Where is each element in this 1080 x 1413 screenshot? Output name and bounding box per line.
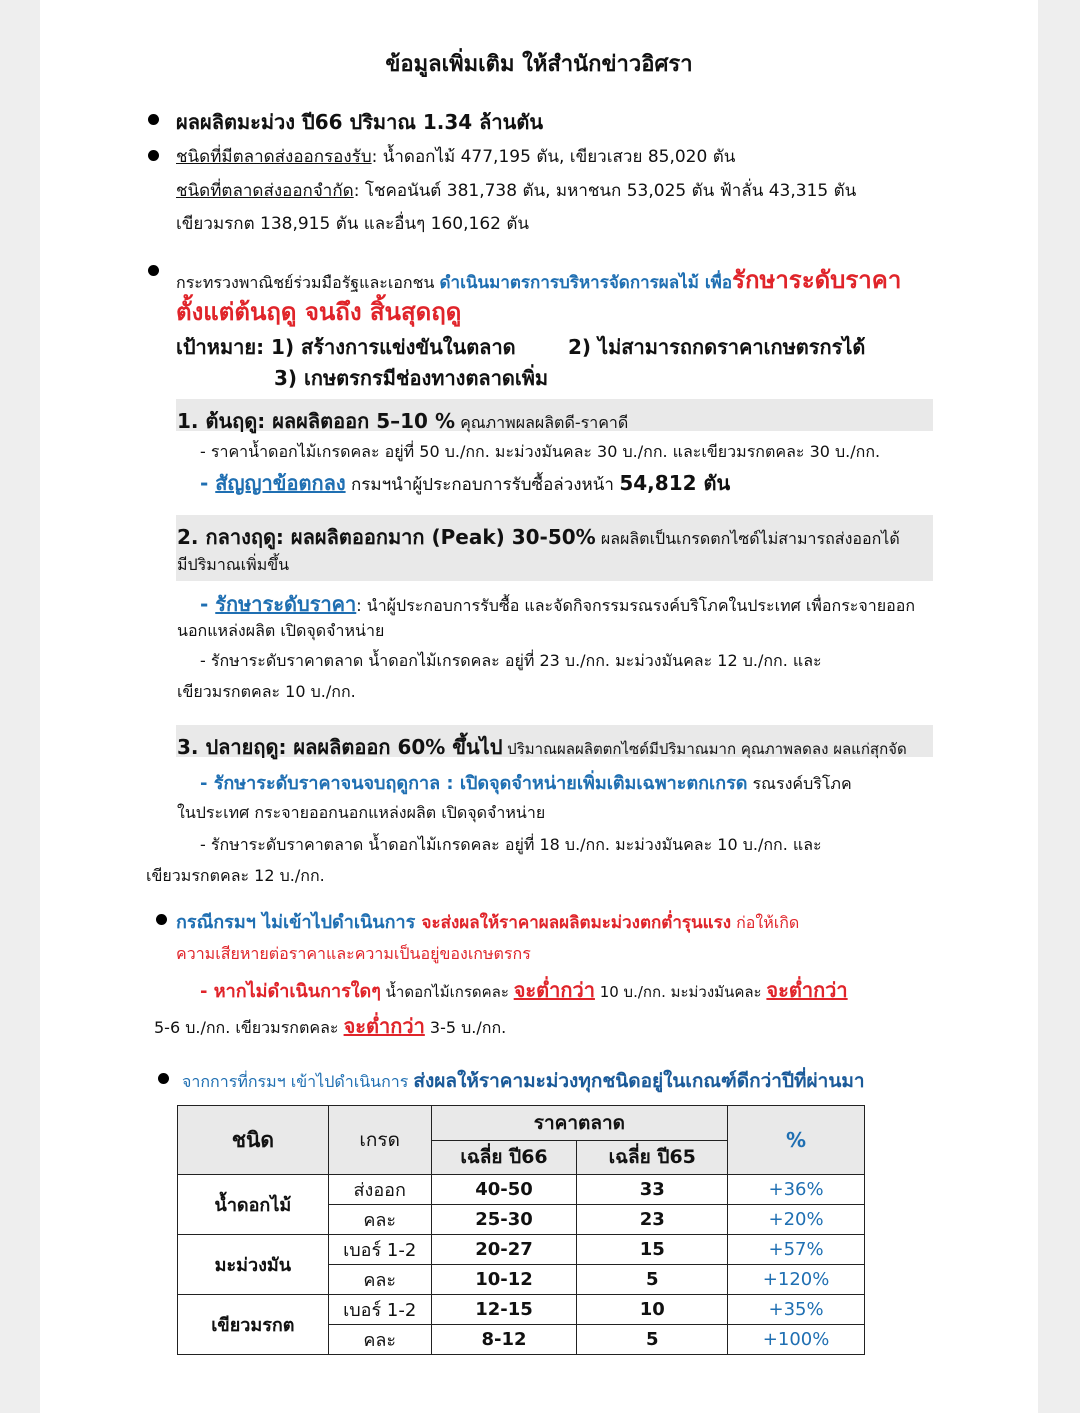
header-pct: % <box>728 1106 865 1175</box>
season3-market-2: เขียวมรกตคละ 12 บ./กก. <box>146 866 325 885</box>
export-label: ชนิดที่มีตลาดส่งออกรองรับ <box>176 147 372 167</box>
season2-keep <box>200 588 915 620</box>
bullet-icon <box>148 114 159 125</box>
bullet-icon <box>148 265 159 276</box>
avg66-cell: 8-12 <box>431 1325 577 1355</box>
pct-cell: +35% <box>728 1295 865 1325</box>
type-cell: มะม่วงมัน <box>178 1235 329 1295</box>
avg65-cell: 10 <box>577 1295 728 1325</box>
result-bold: ส่งผลให้ราคามะม่วงทุกชนิดอยู่ในเกณฑ์ดีกว่าปีที่ผ่านมา <box>413 1070 865 1092</box>
pct-cell: +120% <box>728 1265 865 1295</box>
season1-contract <box>200 467 730 499</box>
pct-cell: +20% <box>728 1205 865 1235</box>
grade-cell: คละ <box>328 1325 431 1355</box>
grade-cell: เบอร์ 1-2 <box>328 1235 431 1265</box>
avg66-cell: 12-15 <box>431 1295 577 1325</box>
export-line <box>176 143 735 170</box>
production-headline: ผลผลิตมะม่วง ปี66 ปริมาณ 1.34 ล้านตัน <box>176 110 543 134</box>
keep-label: รักษาระดับราคา <box>215 592 357 616</box>
avg65-cell: 15 <box>577 1235 728 1265</box>
target-line-1: เป้าหมาย: 1) สร้างการแข่งขันในตลาด <box>176 335 516 359</box>
bullet-icon <box>156 914 167 925</box>
avg66-cell: 10-12 <box>431 1265 577 1295</box>
warning-line-2 <box>154 1010 506 1042</box>
result-text: จากการที่กรมฯ เข้าไปดำเนินการ <box>182 1072 414 1091</box>
table-row <box>178 1235 865 1265</box>
if-nam-val: 10 บ./กก. มะม่วงมันคละ <box>594 983 767 1001</box>
bullet-icon <box>148 150 159 161</box>
season1-note: คุณภาพผลผลิตดี-ราคาดี <box>454 413 629 432</box>
header-market: ราคาตลาด <box>431 1106 728 1141</box>
avg65-cell: 5 <box>577 1265 728 1295</box>
grade-cell: คละ <box>328 1265 431 1295</box>
target-item-2: 2) ไม่สามารถกดราคาเกษตรกรได้ <box>568 335 866 359</box>
grade-cell: เบอร์ 1-2 <box>328 1295 431 1325</box>
lower-3: จะต่ำกว่า <box>343 1014 425 1038</box>
avg66-cell: 20-27 <box>431 1235 577 1265</box>
warning-if-line <box>200 974 848 1006</box>
page-title: ข้อมูลเพิ่มเติม ให้สำนักข่าวอิศรา <box>385 52 693 77</box>
season2-note-2: มีปริมาณเพิ่มขึ้น <box>177 555 290 574</box>
ministry-action: ดำเนินมาตรการบริหารจัดการผลไม้ เพื่อ <box>439 273 733 293</box>
limited-text: : โชคอนันต์ 381,738 ตัน, มหาชนก 53,025 ตัน ฟ้าลั่น 43,315 ตัน <box>353 181 857 201</box>
season2-note: ผลผลิตเป็นเกรดตกไซด์ไม่สามารถส่งออกได้ <box>595 529 900 548</box>
season1-title: 1. ต้นฤดู: ผลผลิตออก 5–10 % <box>177 409 455 433</box>
season3-keep <box>200 768 852 797</box>
season3-market: - รักษาระดับราคาตลาด น้ำดอกไม้เกรดคละ อยู่ที่ 18 บ./กก. มะม่วงมันคละ 10 บ./กก. และ <box>200 835 822 854</box>
season3-keep-text: รณรงค์บริโภค <box>747 774 852 793</box>
line2-a: 5-6 บ./กก. เขียวมรกตคละ <box>154 1018 344 1037</box>
pct-cell: +100% <box>728 1325 865 1355</box>
result-line <box>182 1066 865 1096</box>
contract-amount: 54,812 ตัน <box>619 471 731 495</box>
season2-market-2: เขียวมรกตคละ 10 บ./กก. <box>177 682 356 701</box>
keep-dash: - <box>200 592 216 616</box>
season2-title: 2. กลางฤดู: ผลผลิตออกมาก (Peak) 30-50% <box>177 525 596 549</box>
lower-2: จะต่ำกว่า <box>766 978 848 1002</box>
contract-text: กรมฯนำผู้ประกอบการรับซื้อล่วงหน้า <box>345 475 620 495</box>
season3-keep-2: ในประเทศ กระจายออกนอกแหล่งผลิต เปิดจุดจำหน่าย <box>177 803 546 822</box>
ministry-intro: กระทรวงพาณิชย์ร่วมมือรัฐและเอกชน <box>176 273 440 292</box>
document-page <box>40 0 1038 1413</box>
limited-label: ชนิดที่ตลาดส่งออกจำกัด <box>176 181 354 201</box>
table-row <box>178 1175 865 1205</box>
avg65-cell: 33 <box>577 1175 728 1205</box>
season3-keep-blue: - รักษาระดับราคาจนจบฤดูกาล : เปิดจุดจำหน่ายเพิ่มเติมเฉพาะตกเกรด <box>200 773 748 794</box>
lower-1: จะต่ำกว่า <box>513 978 595 1002</box>
season2-market: - รักษาระดับราคาตลาด น้ำดอกไม้เกรดคละ อยู่ที่ 23 บ./กก. มะม่วงมันคละ 12 บ./กก. และ <box>200 651 822 670</box>
avg65-cell: 5 <box>577 1325 728 1355</box>
warning-blue: กรณีกรมฯ ไม่เข้าไปดำเนินการ <box>176 912 422 933</box>
season3-note: ปริมาณผลผลิตตกไซด์มีปริมาณมาก คุณภาพลดลง ผลแก่สุกจัด <box>502 740 907 758</box>
warning-red-text: ก่อให้เกิด <box>731 913 800 932</box>
avg65-cell: 23 <box>577 1205 728 1235</box>
if-label: - หากไม่ดำเนินการใดๆ <box>200 981 381 1002</box>
type-cell: น้ำดอกไม้ <box>178 1175 329 1235</box>
limited-line-2: เขียวมรกต 138,915 ตัน และอื่นๆ 160,162 ตัน <box>176 214 530 234</box>
season1-price: - ราคาน้ำดอกไม้เกรดคละ อยู่ที่ 50 บ./กก. มะม่วงมันคละ 30 บ./กก. และเขียวมรกตคละ 30 บ./กก. <box>200 442 881 461</box>
avg66-cell: 25-30 <box>431 1205 577 1235</box>
avg66-cell: 40-50 <box>431 1175 577 1205</box>
header-avg65: เฉลี่ย ปี65 <box>577 1140 728 1175</box>
target-item-3: 3) เกษตรกรมีช่องทางตลาดเพิ่ม <box>274 366 549 390</box>
ministry-goal-red: รักษาระดับราคา <box>732 266 902 294</box>
season2-keep-2: นอกแหล่งผลิต เปิดจุดจำหน่าย <box>177 621 385 640</box>
header-type: ชนิด <box>178 1106 329 1175</box>
season3-title: 3. ปลายฤดู: ผลผลิตออก 60% ขึ้นไป <box>177 735 503 759</box>
contract-label: สัญญาข้อตกลง <box>215 471 346 495</box>
price-table <box>177 1105 865 1355</box>
table-row <box>178 1295 865 1325</box>
header-avg66: เฉลี่ย ปี66 <box>431 1140 577 1175</box>
ministry-goal-red-2: ตั้งแต่ต้นฤดู จนถึง สิ้นสุดฤดู <box>176 298 462 326</box>
season2-head <box>177 521 900 553</box>
grade-cell: ส่งออก <box>328 1175 431 1205</box>
type-cell: เขียวมรกต <box>178 1295 329 1355</box>
pct-cell: +36% <box>728 1175 865 1205</box>
season3-head <box>177 731 907 763</box>
if-nam: น้ำดอกไม้เกรดคละ <box>380 983 514 1001</box>
pct-cell: +57% <box>728 1235 865 1265</box>
warning-line <box>176 907 799 936</box>
limited-line <box>176 177 856 204</box>
line2-b: 3-5 บ./กก. <box>424 1018 507 1037</box>
bullet-icon <box>158 1073 169 1084</box>
warning-red-text-2: ความเสียหายต่อราคาและความเป็นอยู่ของเกษตรกร <box>176 944 531 963</box>
export-text: : น้ำดอกไม้ 477,195 ตัน, เขียวเสวย 85,020 ตัน <box>371 147 736 167</box>
keep-text: : นำผู้ประกอบการรับซื้อ และจัดกิจกรรมรณรงค์บริโภคในประเทศ เพื่อกระจายออก <box>356 596 916 615</box>
contract-dash: - <box>200 471 216 495</box>
header-grade: เกรด <box>328 1106 431 1175</box>
season1-head <box>177 405 628 437</box>
warning-red-bold: จะส่งผลให้ราคาผลผลิตมะม่วงตกต่ำรุนแรง <box>421 913 732 933</box>
grade-cell: คละ <box>328 1205 431 1235</box>
